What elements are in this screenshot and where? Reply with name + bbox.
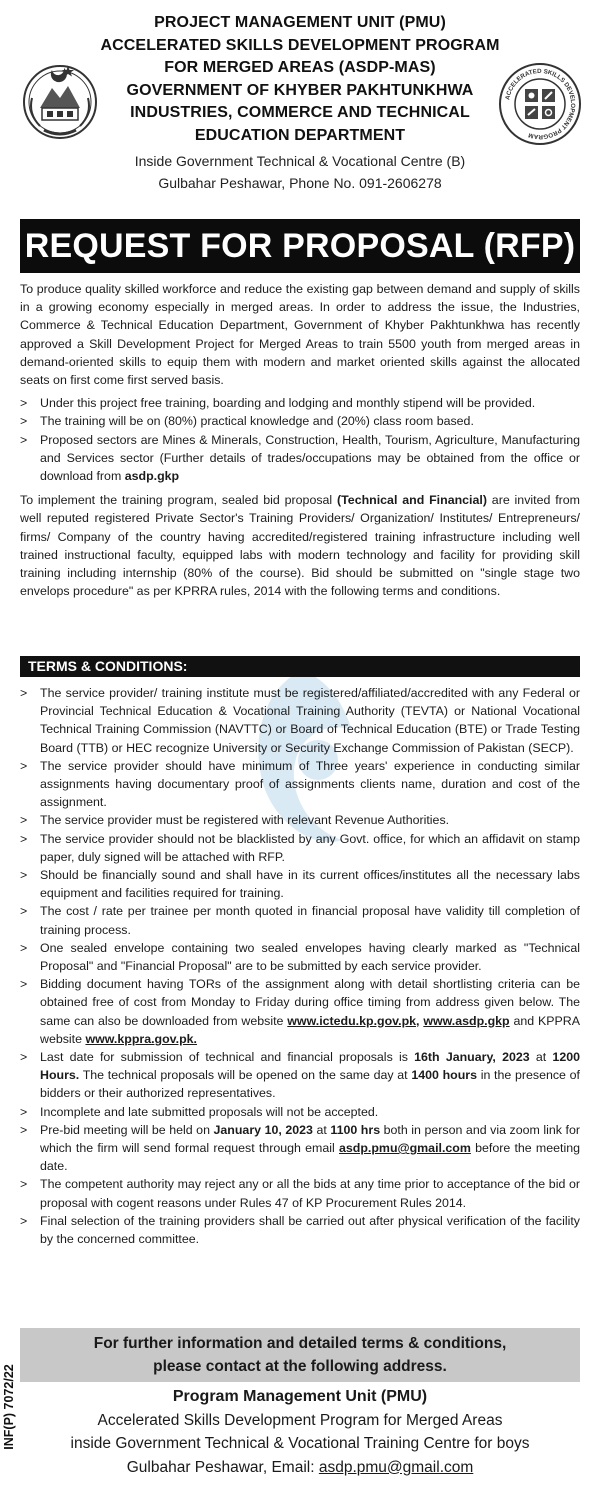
term-text: The service provider should not be blacklisted by any Govt. office, for which an affidavit on stamp paper, duly signed will be attached with RFP. xyxy=(40,831,580,864)
footer-email-prefix: Gulbahar Peshawar, Email: xyxy=(126,1458,319,1476)
bullet-text: Proposed sectors are Mines & Minerals, Construction, Health, Tourism, Agriculture, Manufacturing and Services sector (Further details of trades/occupations may be obtained from the office or download from xyxy=(40,432,580,484)
term-item xyxy=(20,939,580,975)
term-text: Last date for submission of technical and financial proposals is xyxy=(40,1050,415,1065)
contact-info-bar xyxy=(20,1328,580,1382)
term-text: 1100 hrs xyxy=(330,1122,381,1137)
header-line: EDUCATION DEPARTMENT xyxy=(194,126,406,144)
term-text: 1400 hours xyxy=(411,1068,478,1083)
term-text: The service provider/ training institute must be registered/affiliated/accredited with any Federal or Provincial Technical Education & Vocational Training Authority (TEVTA) or National Vocational Technical Training Commission (NAVTTC) or Board of Technical Education (BTE) or Trade Testing Board (TTB) or HEC recognize University or Security Exchange Commission of Pakistan (SECP). xyxy=(40,686,580,755)
intro-bullet xyxy=(20,394,580,412)
term-text: The technical proposals will be opened on the same day at xyxy=(79,1068,412,1083)
term-text: January 10, 2023 xyxy=(213,1122,313,1137)
term-text: 16th January, 2023 xyxy=(414,1050,530,1065)
term-link[interactable]: www.ictedu.kp.gov.pk, xyxy=(287,1013,420,1028)
term-text: both in person and via zoom link for which the firm will send formal request through email xyxy=(40,1122,580,1156)
bullet-arrow: > xyxy=(20,758,28,773)
header-line: GOVERNMENT OF KHYBER PAKHTUNKHWA xyxy=(126,81,474,99)
term-item xyxy=(20,757,580,812)
footer-line xyxy=(20,1456,580,1479)
intro-section xyxy=(20,280,580,600)
header-address-line: Inside Government Technical & Vocational Centre (B) xyxy=(134,153,466,169)
term-text: Bidding document having TORs of the assignment along with detail shortlisting criteria can be obtained free of cost from Monday to Friday during office timing from address given below. The same can also be downloaded from website xyxy=(40,977,580,1028)
term-item xyxy=(20,830,580,866)
term-text: at xyxy=(312,1122,331,1137)
intro-bullet xyxy=(20,431,580,486)
term-text: Incomplete and late submitted proposals will not be accepted. xyxy=(40,1104,379,1119)
header-address-line: Gulbahar Peshawar, Phone No. 091-2606278 xyxy=(158,175,442,191)
term-text: at xyxy=(529,1050,553,1065)
bullet-arrow: > xyxy=(20,1122,28,1137)
term-text: before the meeting date. xyxy=(40,1141,580,1174)
term-link[interactable]: www.kppra.gov.pk. xyxy=(85,1031,198,1046)
header-line: PROJECT MANAGEMENT UNIT (PMU) xyxy=(154,14,446,31)
header-block xyxy=(100,12,500,194)
term-text: and KPPRA website xyxy=(40,1013,580,1046)
bullet-arrow: > xyxy=(20,831,28,846)
bullet-text: The training will be on (80%) practical knowledge and (20%) class room based. xyxy=(40,414,474,429)
term-link[interactable]: asdp.pmu@gmail.com xyxy=(339,1141,471,1156)
bullet-arrow: > xyxy=(20,813,28,828)
download-source: asdp.gkp xyxy=(124,469,180,484)
term-text: Should be financially sound and shall have in its current offices/institutes all the necessary labs equipment and facilities required for training. xyxy=(40,868,580,901)
term-item xyxy=(20,1175,580,1211)
term-text: One sealed envelope containing two sealed envelopes having clearly marked as "Technical Proposal" and "Financial Proposal" are to be submitted by each service provider. xyxy=(40,940,580,974)
rfp-title-banner: REQUEST FOR PROPOSAL (RFP) xyxy=(20,219,580,273)
asdp-seal-icon xyxy=(498,62,582,146)
term-item xyxy=(20,866,580,902)
bullet-arrow: > xyxy=(20,977,28,992)
insertion-code-text: INF(P) 7072/22 xyxy=(2,1364,16,1450)
footer-title: Program Management Unit (PMU) xyxy=(172,1388,428,1405)
term-text: 1200 Hours. xyxy=(40,1050,580,1083)
bullet-arrow: > xyxy=(20,1213,28,1228)
term-item xyxy=(20,684,580,757)
term-link[interactable]: www.asdp.gkp xyxy=(423,1013,510,1028)
implement-text: To implement the training program, sealed bid proposal xyxy=(20,493,338,508)
bullet-arrow: > xyxy=(20,940,28,955)
bullet-arrow: > xyxy=(20,396,28,411)
bullet-arrow: > xyxy=(20,904,28,919)
term-text: The service provider must be registered with relevant Revenue Authorities. xyxy=(40,813,450,828)
term-text: The competent authority may reject any or all the bids at any time prior to acceptance of the bid or proposal with cogent reasons under Rules 47 of KP Procurement Rules 2014. xyxy=(40,1177,580,1210)
bullet-arrow: > xyxy=(20,1177,28,1192)
term-item xyxy=(20,975,580,1048)
term-item xyxy=(20,1048,580,1103)
term-text: in the presence of bidders or their authorized representatives. xyxy=(40,1068,580,1101)
footer-line: Accelerated Skills Development Program for Merged Areas xyxy=(97,1412,503,1429)
implement-paragraph xyxy=(20,491,580,600)
terms-list xyxy=(20,684,580,1248)
term-item xyxy=(20,902,580,938)
bullet-arrow: > xyxy=(20,868,28,883)
term-text: Final selection of the training providers shall be carried out after physical verification of the facility by the concerned committee. xyxy=(40,1213,580,1247)
bullet-arrow: > xyxy=(20,414,28,429)
term-item xyxy=(20,811,580,829)
bullet-text: Under this project free training, boarding and lodging and monthly stipend will be provided. xyxy=(40,396,536,411)
insertion-code xyxy=(1,1322,17,1492)
contact-line: please contact at the following address. xyxy=(153,1358,447,1375)
footer-email-link[interactable]: asdp.pmu@gmail.com xyxy=(318,1458,474,1476)
header-line: FOR MERGED AREAS (ASDP-MAS) xyxy=(164,59,436,76)
footer-line: inside Government Technical & Vocational Training Centre for boys xyxy=(70,1435,530,1453)
bullet-arrow: > xyxy=(20,1050,28,1065)
term-text: The service provider should have minimum of Three years' experience in conducting similar assignments having documentary proof of assignments clients name, duration and cost of the assignment. xyxy=(40,758,580,810)
terms-heading-bar: TERMS & CONDITIONS: xyxy=(20,656,580,677)
intro-paragraph: To produce quality skilled workforce and reduce the existing gap between demand and supply of skills in a growing economy especially in merged areas. In order to address the issue, the Industries, Commerce & Technical Education Department, Government of Khyber Pakhtunkhwa has recently approved a Skill Development Project for Merged Areas to train 5500 youth from merged areas in demand-oriented skills to equip them with modern and market oriented skills against the allocated seats on first come first served basis. xyxy=(20,282,580,388)
term-item xyxy=(20,1121,580,1176)
header-line: INDUSTRIES, COMMERCE AND TECHNICAL xyxy=(130,104,470,121)
khyber-pakhtunkhwa-emblem-icon xyxy=(18,58,102,142)
footer-address xyxy=(20,1385,580,1479)
bullet-arrow: > xyxy=(20,686,28,700)
term-item xyxy=(20,1212,580,1248)
bullet-arrow: > xyxy=(20,1104,28,1119)
svg-text:ACCELERATED SKILLS DEVELOPMENT: ACCELERATED SKILLS DEVELOPMENT PROGRAM xyxy=(504,67,577,141)
intro-bullet xyxy=(20,412,580,430)
term-item xyxy=(20,1103,580,1121)
term-text: The cost / rate per trainee per month quoted in financial proposal have validity till completion of training process. xyxy=(40,904,580,937)
implement-bold-text: (Technical and Financial) xyxy=(337,493,487,508)
contact-line: For further information and detailed terms & conditions, xyxy=(93,1335,507,1352)
bullet-arrow: > xyxy=(20,432,28,447)
header-line: ACCELERATED SKILLS DEVELOPMENT PROGRAM xyxy=(100,36,500,54)
term-text: Pre-bid meeting will be held on xyxy=(40,1122,214,1137)
implement-text: are invited from well reputed registered Private Sector's Training Providers/ Organization/ Institutes/ Entrepreneurs/ firms/ Company of the country having accredited/registered training infrastructure including well trained instructional faculty, equipped labs with modern technology and facility for providing skill training including internship (80% of the course). Bid should be submitted on "single stage two envelops procedure" as per KPRRA rules, 2014 with the following terms and conditions. xyxy=(20,493,580,599)
